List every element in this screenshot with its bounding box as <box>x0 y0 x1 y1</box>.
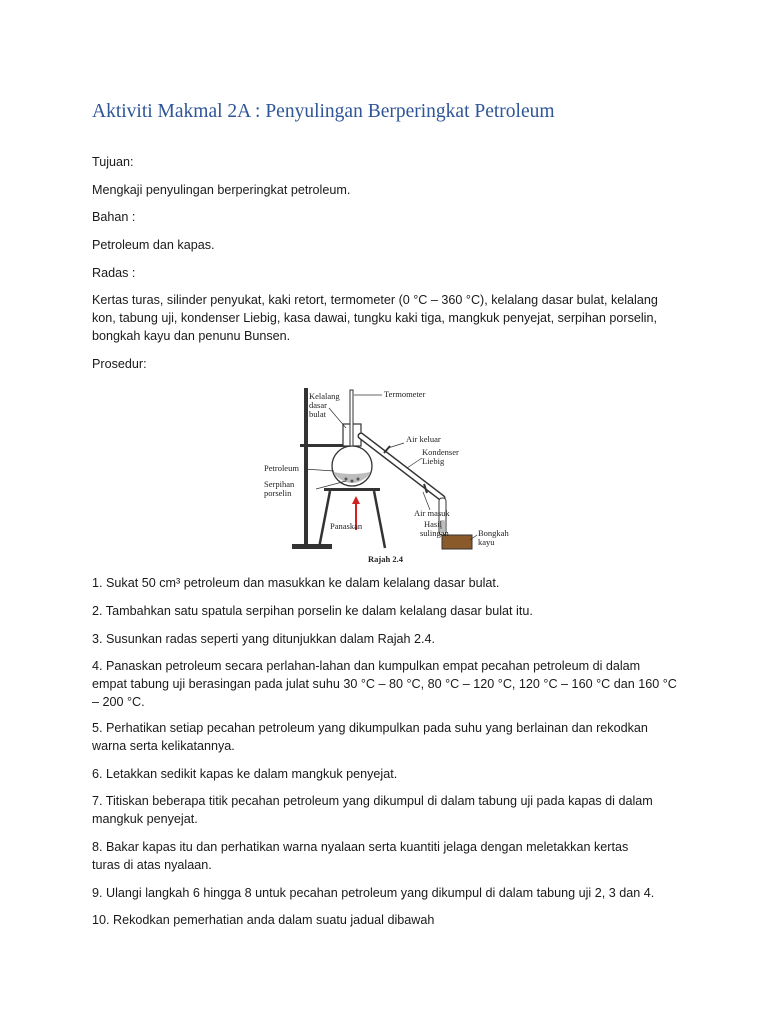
label-termometer: Termometer <box>384 389 426 399</box>
radas-line: Kertas turas, silinder penyukat, kaki retort, termometer (0 °C – 360 °C), kelalang dasar bulat, kelalang <box>92 293 658 307</box>
tujuan-heading: Tujuan: <box>92 155 134 169</box>
retort-stand-rod <box>304 388 308 548</box>
page-title: Aktiviti Makmal 2A : Penyulingan Berperingkat Petroleum <box>92 101 555 122</box>
step-line: 7. Titiskan beberapa titik pecahan petroleum yang dikumpul di dalam tabung uji pada kapas di dalam <box>92 794 653 808</box>
step-line: warna serta kelikatannya. <box>92 739 235 753</box>
radas-line: kon, tabung uji, kondenser Liebig, kasa dawai, tungku kaki tiga, mangkuk penyejat, serpihan porselin, <box>92 311 657 325</box>
retort-stand-base <box>292 544 332 549</box>
label-kelalang: Kelalang <box>309 391 340 401</box>
leader-line <box>304 469 334 471</box>
label-bongkah: Bongkah <box>478 528 509 538</box>
label-porselin: porselin <box>264 488 292 498</box>
label-sulingan: sulingan <box>420 528 449 538</box>
leader-line <box>407 458 422 468</box>
step-line: 4. Panaskan petroleum secara perlahan-lahan dan kumpulkan empat pecahan petroleum di dalam <box>92 659 641 673</box>
wire-gauze <box>324 488 380 491</box>
porcelain-chip <box>351 480 354 483</box>
apparatus-figure <box>264 380 514 570</box>
label-liebig: Liebig <box>422 456 445 466</box>
leader-line <box>329 408 346 428</box>
thermometer <box>350 390 353 446</box>
step-line: 9. Ulangi langkah 6 hingga 8 untuk pecahan petroleum yang dikumpul di dalam tabung uji 2, 3 dan 4. <box>92 886 655 900</box>
radas-line: bongkah kayu dan penunu Bunsen. <box>92 329 291 343</box>
label-petroleum: Petroleum <box>264 463 299 473</box>
bahan-text: Petroleum dan kapas. <box>92 238 215 252</box>
porcelain-chip <box>345 478 348 481</box>
label-kayu: kayu <box>478 537 495 547</box>
step-line: 6. Letakkan sedikit kapas ke dalam mangkuk penyejat. <box>92 767 398 781</box>
step-line: 2. Tambahkan satu spatula serpihan porselin ke dalam kelalang dasar bulat itu. <box>92 604 533 618</box>
porcelain-chip <box>357 478 360 481</box>
step-line: 1. Sukat 50 cm³ petroleum dan masukkan ke dalam kelalang dasar bulat. <box>92 576 500 590</box>
figure-caption: Rajah 2.4 <box>368 554 403 564</box>
leader-line <box>316 481 346 489</box>
radas-heading: Radas : <box>92 266 136 280</box>
tripod-leg <box>319 491 330 548</box>
bahan-heading: Bahan : <box>92 210 136 224</box>
tujuan-text: Mengkaji penyulingan berperingkat petroleum. <box>92 183 351 197</box>
distillation-diagram <box>264 380 514 570</box>
tripod-leg <box>374 491 385 548</box>
label-air-masuk: Air masuk <box>414 508 450 518</box>
step-line: 8. Bakar kapas itu dan perhatikan warna nyalaan serta kuantiti jelaga dengan meletakkan kertas <box>92 840 629 854</box>
label-kondenser: Kondenser <box>422 447 459 457</box>
step-line: mangkuk penyejat. <box>92 812 198 826</box>
step-line: 3. Susunkan radas seperti yang ditunjukkan dalam Rajah 2.4. <box>92 632 436 646</box>
label-serpihan: Serpihan <box>264 479 295 489</box>
step-line: 10. Rekodkan pemerhatian anda dalam suatu jadual dibawah <box>92 913 435 927</box>
heat-arrow-head <box>352 496 360 504</box>
step-line: turas di atas nyalaan. <box>92 858 212 872</box>
label-dasar: dasar <box>309 400 327 410</box>
step-line: empat tabung uji berasingan pada julat suhu 30 °C – 80 °C, 80 °C – 120 °C, 120 °C – 160 °C dan 160 °C <box>92 677 677 691</box>
label-panaskan: Panaskan <box>330 521 363 531</box>
prosedur-heading: Prosedur: <box>92 357 147 371</box>
label-air-keluar: Air keluar <box>406 434 441 444</box>
label-bulat: bulat <box>309 409 326 419</box>
label-hasil: Hasil <box>424 519 442 529</box>
step-line: 5. Perhatikan setiap pecahan petroleum yang dikumpulkan pada suhu yang berlainan dan rekodkan <box>92 721 648 735</box>
step-line: – 200 °C. <box>92 695 145 709</box>
leader-line <box>388 443 404 448</box>
